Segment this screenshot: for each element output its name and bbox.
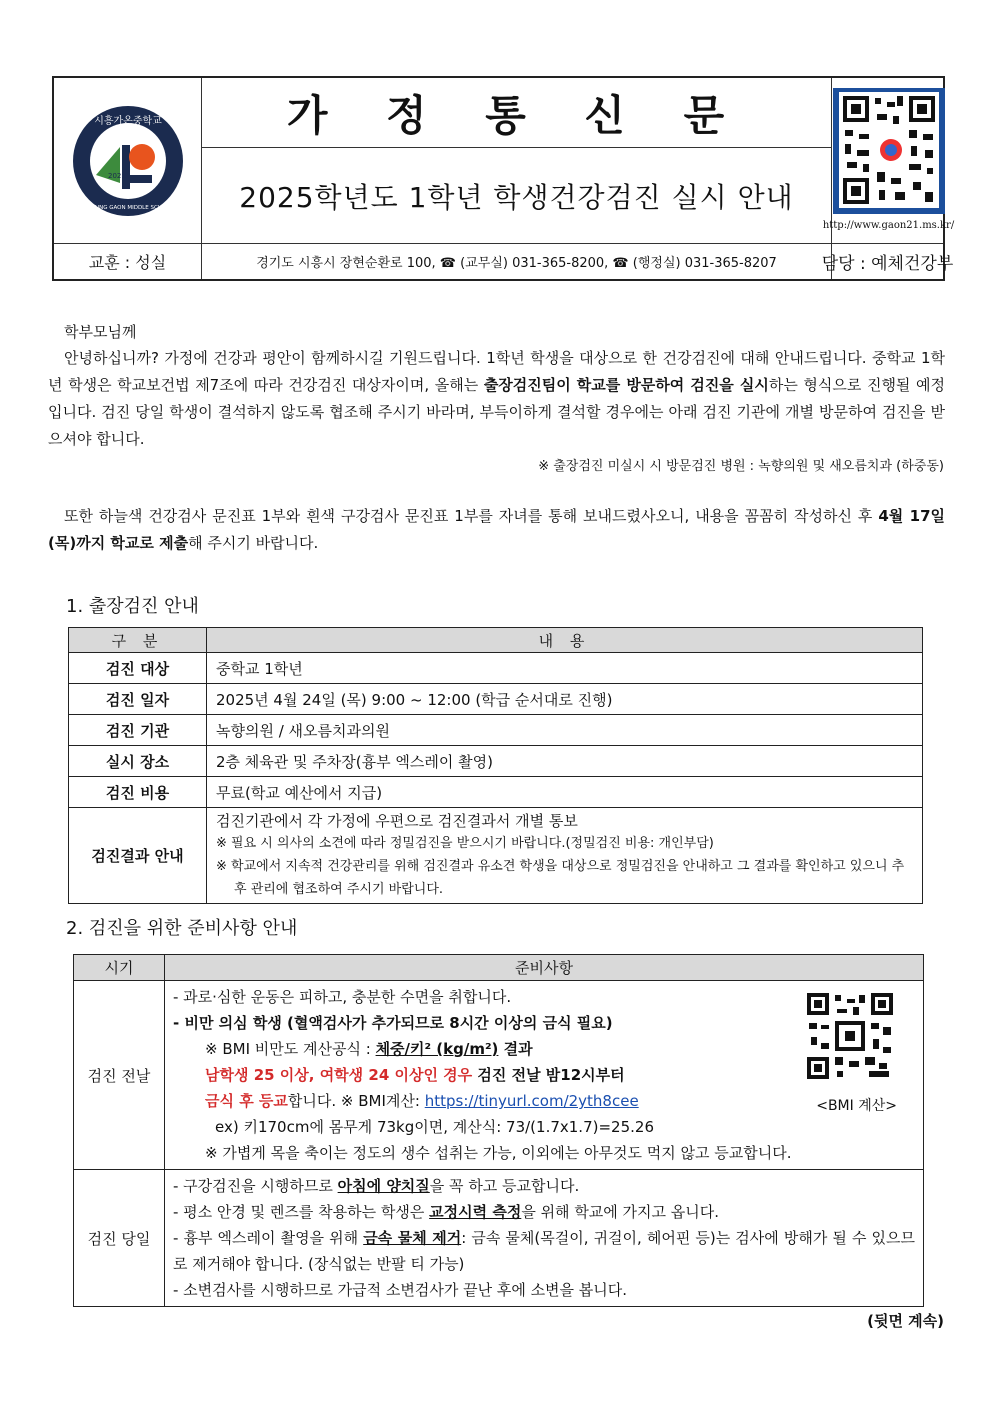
row-key: 검진 기관 (69, 715, 207, 746)
intro-paragraph-1: 안녕하십니까? 가정에 건강과 평안이 함께하시길 기원드립니다. 1학년 학생을 대상으로 한 건강검진에 대해 안내드립니다. 중학교 1학년 학생은 학교보건법 제7조에 따라 건강검진 대상자이며, 올해는 출장검진팀이 학교를 방문하여 검진을 실시하는 형식으로 진행될 예정입니다. 검진 당일 학생이 결석하지 않도록 협조해 주시기 바라며, 부득이하게 결석할 경우에는 아래 검진 기관에 개별 방문하여 검진을 받으셔야 합니다. (48, 349, 945, 448)
column-header: 시기 (74, 955, 165, 981)
row-key: 검진 일자 (69, 684, 207, 715)
header-box (52, 76, 955, 281)
prep-line: - 구강검진을 시행하므로 아침에 양치질을 꼭 하고 등교합니다. (173, 1177, 580, 1195)
school-logo-cell (54, 78, 202, 243)
prep-line: 금식 후 등교합니다. ※ BMI계산: https://tinyurl.com/2yth8cee (205, 1092, 639, 1110)
title-cell (202, 78, 832, 243)
bmi-qr-label: <BMI 계산> (816, 1098, 897, 1114)
column-header: 내 용 (207, 628, 923, 653)
result-line-2: ※ 필요 시 의사의 소견에 따라 정밀검진을 받으시기 바랍니다.(정밀검진 비용: 개인부담) (216, 836, 714, 851)
result-line-1: 검진기관에서 각 가정에 우편으로 검진결과서 개별 통보 (216, 812, 578, 830)
table-row (74, 981, 924, 1170)
prep-line: - 흉부 엑스레이 촬영을 위해 금속 물체 제거: 금속 물체(목걸이, 귀걸이, 헤어핀 등)는 검사에 방해가 될 수 있으므로 제거해야 합니다. (장식없는 반팔 티 가능) (173, 1229, 915, 1273)
row-key: 검진 당일 (74, 1170, 165, 1307)
table-row (69, 684, 923, 715)
table-row (69, 808, 923, 904)
qr-cell (822, 78, 955, 243)
school-url[interactable]: http://www.gaon21.ms.kr/ (822, 220, 955, 231)
greeting: 학부모님께 (64, 323, 137, 341)
row-key: 실시 장소 (69, 746, 207, 777)
intro-paragraph-2: 또한 하늘색 건강검사 문진표 1부와 흰색 구강검사 문진표 1부를 자녀를 통해 보내드렸사오니, 내용을 꼼꼼히 작성하신 후 4월 17일(목)까지 학교로 제출해 주시기 바랍니다. (48, 507, 946, 552)
result-line-3: ※ 학교에서 지속적 건강관리를 위해 검진결과 유소견 학생을 대상으로 정밀검진을 안내하고 그 결과를 확인하고 있으니 추후 관리에 협조하여 주시기 바랍니다. (216, 859, 905, 897)
row-value (165, 981, 924, 1170)
row-value: 2층 체육관 및 주차장(흉부 엑스레이 촬영) (207, 746, 923, 777)
prep-line: ※ 가볍게 목을 축이는 정도의 생수 섭취는 가능, 이외에는 아무것도 먹지 않고 등교합니다. (205, 1144, 792, 1162)
bmi-calculator-link[interactable]: https://tinyurl.com/2yth8cee (424, 1092, 639, 1110)
row-value: 2025년 4월 24일 (목) 9:00 ~ 12:00 (학급 순서대로 진행) (207, 684, 923, 715)
table-row (74, 1170, 924, 1307)
bmi-qr-code-icon (807, 993, 893, 1079)
onsite-checkup-table (68, 627, 923, 904)
row-value: 중학교 1학년 (207, 653, 923, 684)
row-value (165, 1170, 924, 1307)
row-value: 녹향의원 / 새오름치과의원 (207, 715, 923, 746)
column-header: 준비사항 (165, 955, 924, 981)
row-value (207, 808, 923, 904)
continued-on-back: (뒷면 계속) (867, 1312, 944, 1330)
prep-line: 남학생 25 이상, 여학생 24 이상인 경우 검진 전날 밤12시부터 (205, 1066, 625, 1084)
table-row (69, 715, 923, 746)
prep-line: - 소변검사를 시행하므로 가급적 소변검사가 끝난 후에 소변을 봅니다. (173, 1281, 628, 1299)
prep-line: - 과로·심한 운동은 피하고, 충분한 수면을 취합니다. (173, 988, 512, 1006)
table-row (69, 777, 923, 808)
school-address: 경기도 시흥시 장현순환로 100, ☎ (교무실) 031-365-8200, ☎ (행정실) 031-365-8207 (202, 244, 832, 279)
row-key: 검진 전날 (74, 981, 165, 1170)
school-logo (72, 105, 184, 217)
qr-code-icon (833, 88, 945, 214)
table-header-row (74, 955, 924, 981)
row-key: 검진 대상 (69, 653, 207, 684)
section-2-title: 2. 검진을 위한 준비사항 안내 (66, 918, 298, 939)
prep-line: ※ BMI 비만도 계산공식 : 체중/키² (kg/m²) 결과 (205, 1040, 533, 1058)
table-header-row (69, 628, 923, 653)
row-key: 검진결과 안내 (69, 808, 207, 904)
page-subtitle: 2025학년도 1학년 학생건강검진 실시 안내 (239, 180, 794, 214)
visit-hospital-note: ※ 출장검진 미실시 시 방문검진 병원 : 녹향의원 및 새오름치과 (하중동) (538, 459, 944, 474)
prep-line: ex) 키170cm에 몸무게 73kg이면, 계산식: 73/(1.7x1.7)=25.26 (215, 1118, 654, 1136)
svg-text:시흥가온중학교: 시흥가온중학교 (93, 115, 162, 127)
svg-text:2021: 2021 (107, 171, 126, 180)
prep-line: - 평소 안경 및 렌즈를 착용하는 학생은 교정시력 측정을 위해 학교에 가지고 옵니다. (173, 1203, 720, 1221)
row-value: 무료(학교 예산에서 지급) (207, 777, 923, 808)
column-header: 구 분 (69, 628, 207, 653)
table-row (69, 653, 923, 684)
section-1-title: 1. 출장검진 안내 (66, 596, 199, 617)
contact-department: 담당 : 예체건강부 (821, 254, 954, 274)
svg-text:SIHEUNG GAON MIDDLE SCHOOL: SIHEUNG GAON MIDDLE SCHOOL (81, 204, 174, 211)
preparation-table (73, 954, 924, 1307)
header-info-row (54, 243, 954, 279)
prep-line: - 비만 의심 학생 (혈액검사가 추가되므로 8시간 이상의 금식 필요) (173, 1014, 613, 1032)
school-motto: 교훈 : 성실 (54, 244, 202, 279)
table-row (69, 746, 923, 777)
row-key: 검진 비용 (69, 777, 207, 808)
page-title: 가 정 통 신 문 (202, 78, 831, 148)
